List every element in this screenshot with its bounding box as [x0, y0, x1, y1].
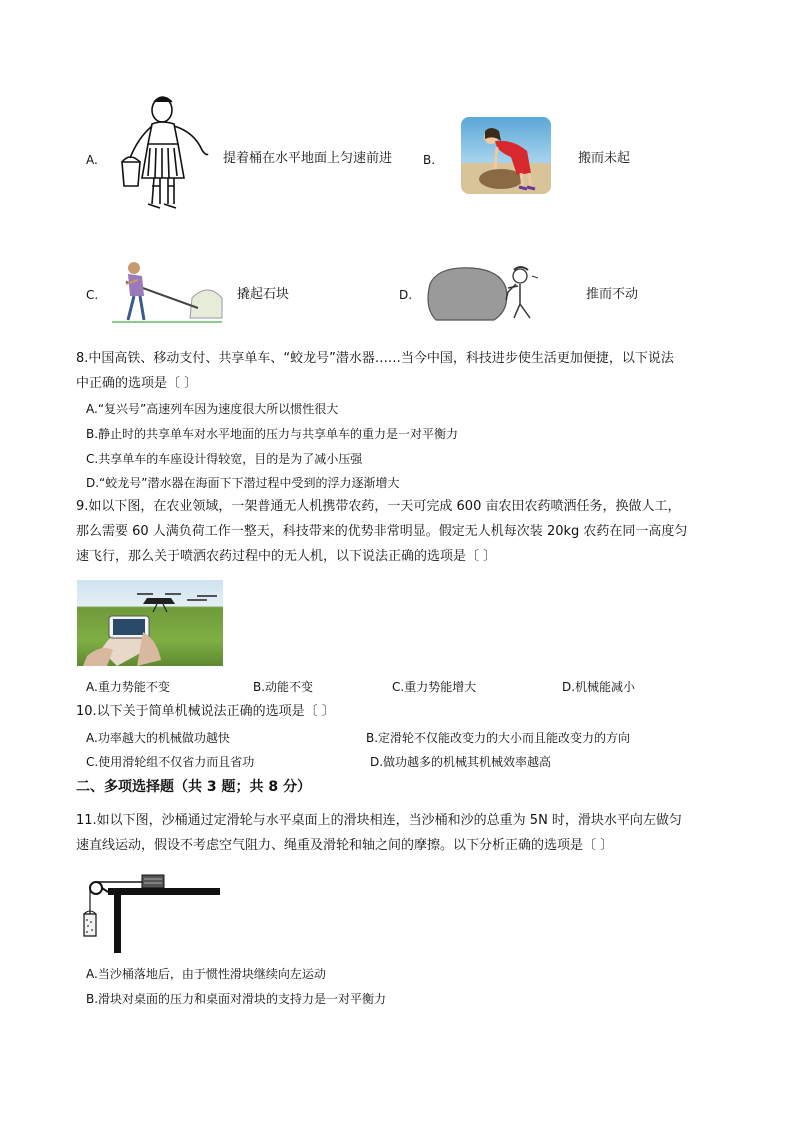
q7-option-c-text: 撬起石块 — [237, 287, 290, 302]
q7-option-b-text: 搬而未起 — [578, 151, 631, 166]
q8-option-a: A.“复兴号”高速列车因为速度很大所以惯性很大 — [86, 402, 339, 416]
q8-option-b: B.静止时的共享单车对水平地面的压力与共享单车的重力是一对平衡力 — [86, 427, 459, 441]
boy-pushing-boulder-icon — [424, 264, 546, 322]
q8-stem-line1: 8.中国高铁、移动支付、共享单车、“蛟龙号”潜水器……当今中国，科技进步使生活更加便捷，以下说法 — [76, 351, 674, 366]
woman-carrying-bucket-icon — [102, 92, 214, 222]
q8-option-d: D.“蛟龙号”潜水器在海面下下潜过程中受到的浮力逐渐增大 — [86, 476, 400, 490]
q9-option-a: A.重力势能不变 — [86, 680, 170, 694]
section-heading: 二、多项选择题（共 3 题；共 8 分） — [76, 779, 311, 795]
q10-option-a: A.功率越大的机械做功越快 — [86, 731, 230, 745]
q7-option-a-text: 提着桶在水平地面上匀速前进 — [223, 151, 393, 166]
q9-stem-line3: 速飞行，那么关于喷洒农药过程中的无人机，以下说法正确的选项是〔 〕 — [76, 549, 497, 564]
q10-stem: 10.以下关于简单机械说法正确的选项是〔 〕 — [76, 704, 335, 719]
q10-option-d: D.做功越多的机械其机械效率越高 — [370, 755, 552, 769]
q8-stem-line2: 中正确的选项是〔 〕 — [76, 376, 198, 391]
q9-option-c: C.重力势能增大 — [392, 680, 477, 694]
q8-option-c: C.共享单车的车座设计得较宽，目的是为了减小压强 — [86, 452, 363, 466]
pulley-table-diagram — [78, 870, 222, 956]
q9-stem-line1: 9.如以下图，在农业领域，一架普通无人机携带农药，一天可完成 600 亩农田农药喷洒任务，换做人工， — [76, 499, 681, 514]
woman-lifting-rock-icon — [461, 117, 551, 194]
q7-option-a-letter: A. — [86, 153, 98, 167]
man-prying-rock-icon — [108, 258, 226, 326]
q10-option-b: B.定滑轮不仅能改变力的大小而且能改变力的方向 — [366, 731, 631, 745]
q9-option-d: D.机械能减小 — [562, 680, 636, 694]
q11-stem-line2: 速直线运动，假设不考虑空气阻力、绳重及滑轮和轴之间的摩擦。以下分析正确的选项是〔 〕 — [76, 838, 614, 853]
q7-option-d-letter: D. — [399, 288, 413, 302]
q7-option-c-letter: C. — [86, 288, 99, 302]
q10-option-c: C.使用滑轮组不仅省力而且省功 — [86, 755, 255, 769]
q11-stem-line1: 11.如以下图，沙桶通过定滑轮与水平桌面上的滑块相连，当沙桶和沙的总重为 5N 时，滑块水平向左做匀 — [76, 813, 682, 828]
q11-option-a: A.当沙桶落地后，由于惯性滑块继续向左运动 — [86, 967, 326, 981]
q9-stem-line2: 那么需要 60 人满负荷工作一整天，科技带来的优势非常明显。假定无人机每次装 20kg 农药在同一高度匀 — [76, 524, 688, 539]
q7-option-b-letter: B. — [423, 153, 436, 167]
q7-option-d-text: 推而不动 — [586, 287, 639, 302]
drone-spraying-field-photo — [77, 580, 223, 666]
q11-option-b: B.滑块对桌面的压力和桌面对滑块的支持力是一对平衡力 — [86, 992, 387, 1006]
q9-option-b: B.动能不变 — [253, 680, 314, 694]
